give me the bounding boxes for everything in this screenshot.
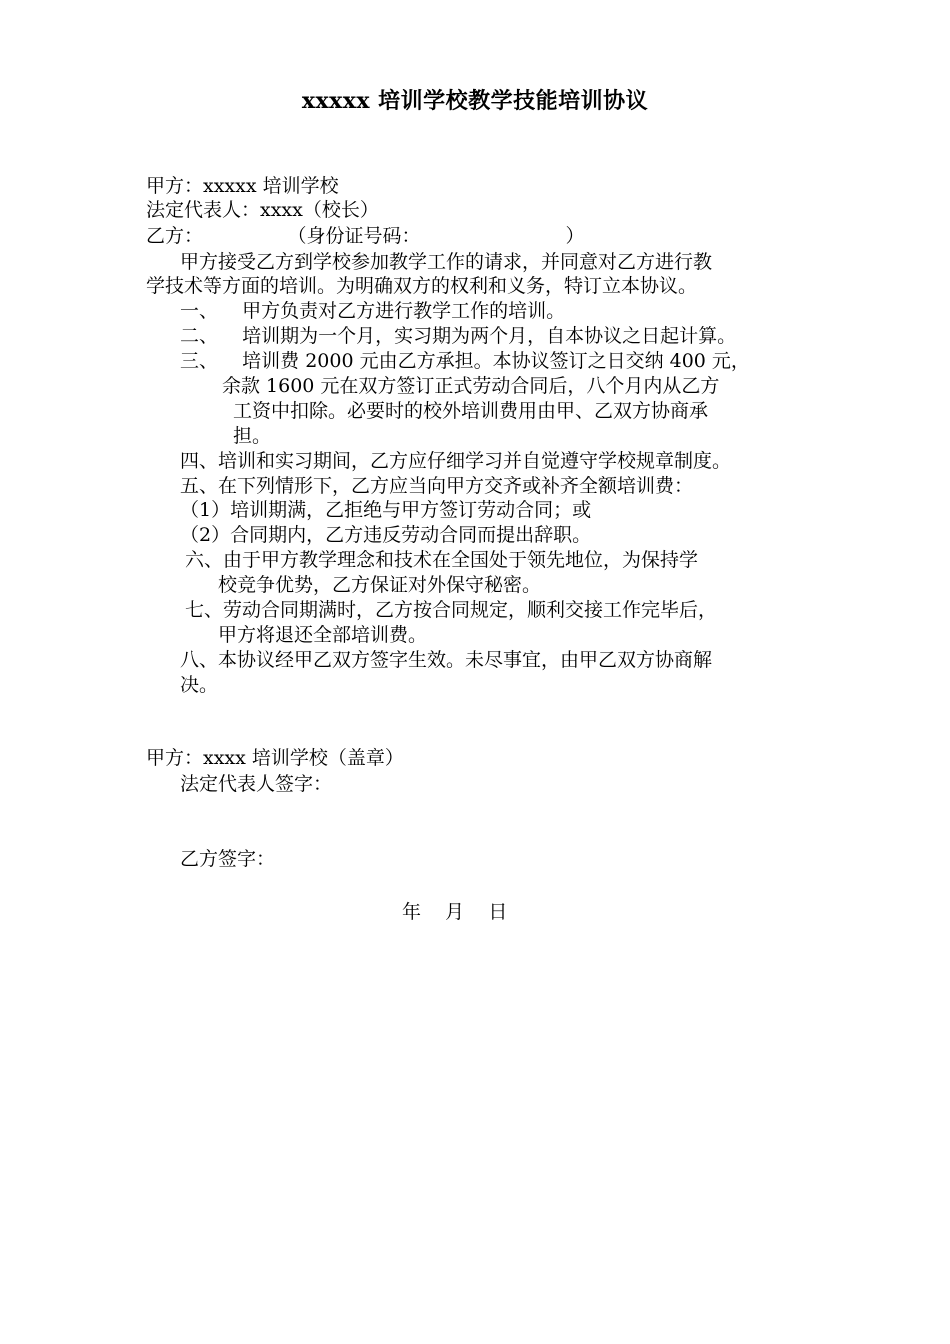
party-b-line: 乙方： （身份证号码： ） (146, 225, 585, 247)
clause-3-line-2: 余款 1600 元在双方签订正式劳动合同后，八个月内从乙方 (222, 375, 720, 397)
clause-3-line-4: 担。 (233, 425, 272, 447)
clause-8-line-1: 八、本协议经甲乙双方签字生效。未尽事宜，由甲乙双方协商解 (180, 649, 713, 671)
clause-6-line-2: 校竞争优势，乙方保证对外保守秘密。 (218, 574, 542, 596)
signature-date: 年 月 日 (402, 901, 508, 923)
signature-party-a: 甲方：xxxx 培训学校（盖章） (146, 747, 404, 769)
clause-7-line-1: 七、劳动合同期满时，乙方按合同规定，顺利交接工作完毕后， (185, 599, 718, 621)
clause-4: 四、培训和实习期间，乙方应仔细学习并自觉遵守学校规章制度。 (180, 450, 732, 472)
intro-line-2: 学技术等方面的培训。为明确双方的权利和义务，特订立本协议。 (146, 275, 698, 297)
signature-party-b: 乙方签字： (180, 848, 276, 870)
clause-5-item-2: （2）合同期内，乙方违反劳动合同而提出辞职。 (180, 524, 592, 546)
document-title: xxxxx 培训学校教学技能培训协议 (301, 88, 649, 114)
signature-legal-rep: 法定代表人签字： (180, 773, 333, 795)
clause-5: 五、在下列情形下，乙方应当向甲方交齐或补齐全额培训费： (180, 475, 694, 497)
clause-3-line-1: 三、 培训费 2000 元由乙方承担。本协议签订之日交纳 400 元， (180, 350, 750, 372)
legal-rep-line: 法定代表人：xxxx（校长） (146, 199, 379, 221)
clause-3-line-3: 工资中扣除。必要时的校外培训费用由甲、乙双方协商承 (233, 400, 709, 422)
clause-7-line-2: 甲方将退还全部培训费。 (218, 624, 428, 646)
party-a-line: 甲方：xxxxx 培训学校 (146, 175, 339, 197)
intro-line-1: 甲方接受乙方到学校参加教学工作的请求，并同意对乙方进行教 (180, 251, 713, 273)
clause-1: 一、 甲方负责对乙方进行教学工作的培训。 (180, 300, 566, 322)
clause-5-item-1: （1）培训期满，乙拒绝与甲方签订劳动合同；或 (180, 499, 592, 521)
clause-6-line-1: 六、由于甲方教学理念和技术在全国处于领先地位，为保持学 (185, 549, 699, 571)
clause-2: 二、 培训期为一个月，实习期为两个月，自本协议之日起计算。 (180, 325, 737, 347)
clause-8-line-2: 决。 (180, 674, 219, 696)
